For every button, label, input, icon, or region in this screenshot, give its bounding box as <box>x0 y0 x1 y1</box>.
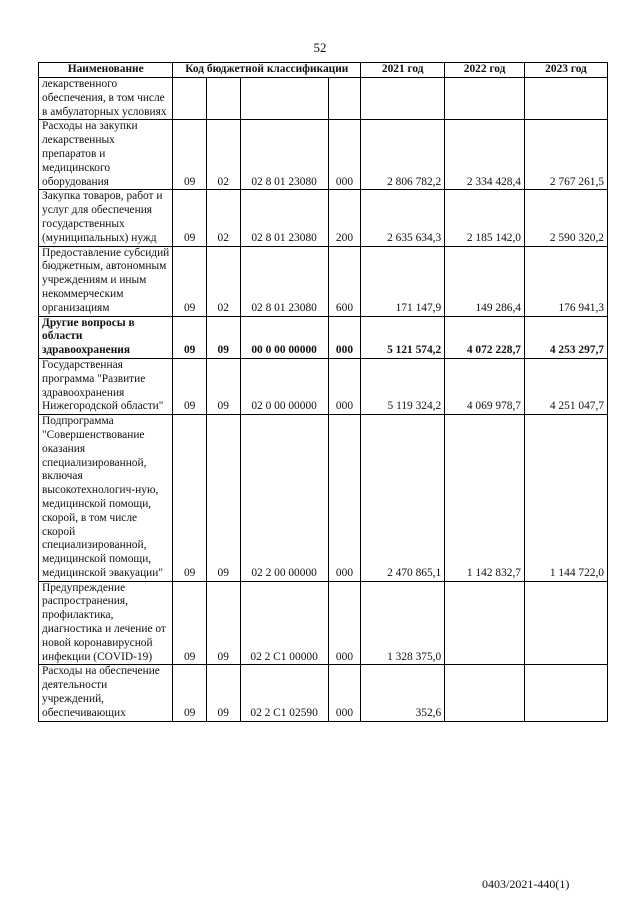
code-target-article: 02 2 00 00000 <box>240 415 328 582</box>
table-row <box>39 78 608 120</box>
page-number: 52 <box>313 40 327 55</box>
table-row <box>39 316 608 358</box>
table-row <box>39 415 608 582</box>
code-target-article: 02 2 C1 02590 <box>240 665 328 721</box>
value-2023: 4 253 297,7 <box>525 316 608 358</box>
code-expense-type: 000 <box>328 358 361 414</box>
value-2023 <box>525 665 608 721</box>
row-name: лекарственного обеспечения, в том числе в амбулаторных условиях <box>39 78 173 120</box>
code-subsection: 02 <box>206 190 240 246</box>
value-2021: 2 470 865,1 <box>361 415 445 582</box>
table-row <box>39 581 608 665</box>
code-subsection: 09 <box>206 415 240 582</box>
value-2022: 149 286,4 <box>445 246 525 316</box>
value-2021: 2 635 634,3 <box>361 190 445 246</box>
code-subsection: 09 <box>206 581 240 665</box>
header-code: Код бюджетной классификации <box>173 63 361 78</box>
code-expense-type: 000 <box>328 415 361 582</box>
table-body <box>39 78 608 722</box>
value-2022 <box>445 581 525 665</box>
row-name: Расходы на обеспечение деятельности учреждений, обеспечивающих <box>39 665 173 721</box>
header-2021: 2021 год <box>361 63 445 78</box>
code-target-article: 02 2 C1 00000 <box>240 581 328 665</box>
code-section <box>173 78 207 120</box>
value-2021: 352,6 <box>361 665 445 721</box>
value-2021 <box>361 78 445 120</box>
budget-table <box>38 62 608 722</box>
code-subsection: 02 <box>206 246 240 316</box>
row-name: Закупка товаров, работ и услуг для обеспечения государственных (муниципальных) нужд <box>39 190 173 246</box>
table-row <box>39 358 608 414</box>
code-subsection: 09 <box>206 665 240 721</box>
code-section: 09 <box>173 358 207 414</box>
code-expense-type: 600 <box>328 246 361 316</box>
code-section: 09 <box>173 246 207 316</box>
table-row <box>39 190 608 246</box>
value-2022: 2 185 142,0 <box>445 190 525 246</box>
value-2023 <box>525 78 608 120</box>
code-section: 09 <box>173 316 207 358</box>
code-section: 09 <box>173 665 207 721</box>
code-target-article: 02 0 00 00000 <box>240 358 328 414</box>
table-row <box>39 120 608 190</box>
row-name: Предоставление субсидий бюджетным, автономным учреждениям и иным некоммерческим организациям <box>39 246 173 316</box>
header-2022: 2022 год <box>445 63 525 78</box>
table-header-row <box>39 63 608 78</box>
code-subsection: 09 <box>206 316 240 358</box>
value-2023: 4 251 047,7 <box>525 358 608 414</box>
value-2023: 2 590 320,2 <box>525 190 608 246</box>
code-target-article: 02 8 01 23080 <box>240 246 328 316</box>
value-2021: 5 119 324,2 <box>361 358 445 414</box>
code-section: 09 <box>173 120 207 190</box>
code-subsection: 02 <box>206 120 240 190</box>
code-expense-type: 000 <box>328 665 361 721</box>
row-name: Государственная программа "Развитие здравоохранения Нижегородской области" <box>39 358 173 414</box>
code-expense-type <box>328 78 361 120</box>
code-section: 09 <box>173 581 207 665</box>
code-subsection: 09 <box>206 358 240 414</box>
code-expense-type: 000 <box>328 120 361 190</box>
code-expense-type: 200 <box>328 190 361 246</box>
code-target-article: 02 8 01 23080 <box>240 190 328 246</box>
header-2023: 2023 год <box>525 63 608 78</box>
table-row <box>39 246 608 316</box>
code-target-article: 00 0 00 00000 <box>240 316 328 358</box>
code-expense-type: 000 <box>328 316 361 358</box>
table-row <box>39 665 608 721</box>
row-name: Другие вопросы в области здравоохранения <box>39 316 173 358</box>
value-2022: 4 072 228,7 <box>445 316 525 358</box>
value-2023: 2 767 261,5 <box>525 120 608 190</box>
value-2022 <box>445 78 525 120</box>
row-name: Подпрограмма "Совершенствование оказания специализированной, включая высокотехнологич-ную, медицинской помощи, скорой, в том числе скорой специализированной, медицинской помощи, медицинской эвакуации" <box>39 415 173 582</box>
code-section: 09 <box>173 415 207 582</box>
value-2023: 1 144 722,0 <box>525 415 608 582</box>
code-expense-type: 000 <box>328 581 361 665</box>
value-2021: 1 328 375,0 <box>361 581 445 665</box>
value-2022: 1 142 832,7 <box>445 415 525 582</box>
row-name: Расходы на закупки лекарственных препаратов и медицинского оборудования <box>39 120 173 190</box>
value-2022: 2 334 428,4 <box>445 120 525 190</box>
value-2023: 176 941,3 <box>525 246 608 316</box>
document-code: 0403/2021-440(1) <box>482 877 570 891</box>
value-2021: 171 147,9 <box>361 246 445 316</box>
value-2023 <box>525 581 608 665</box>
code-subsection <box>206 78 240 120</box>
value-2022: 4 069 978,7 <box>445 358 525 414</box>
value-2022 <box>445 665 525 721</box>
code-section: 09 <box>173 190 207 246</box>
code-target-article <box>240 78 328 120</box>
code-target-article: 02 8 01 23080 <box>240 120 328 190</box>
value-2021: 5 121 574,2 <box>361 316 445 358</box>
row-name: Предупреждение распространения, профилактика, диагностика и лечение от новой коронавирусной инфекции (COVID-19) <box>39 581 173 665</box>
value-2021: 2 806 782,2 <box>361 120 445 190</box>
header-name: Наименование <box>39 63 173 78</box>
